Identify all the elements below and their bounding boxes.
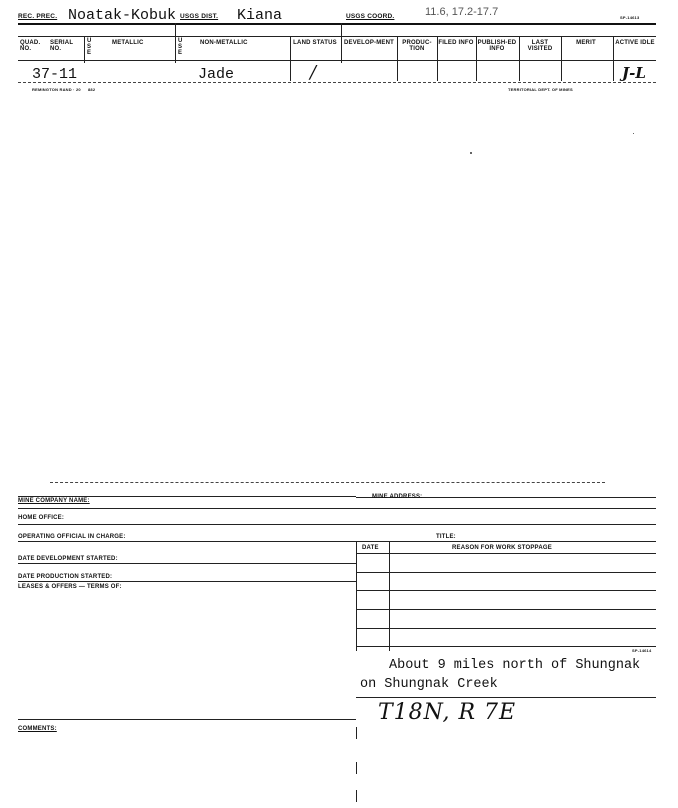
col-serial-no: SERIAL NO. xyxy=(50,40,74,52)
official-rule xyxy=(18,541,656,542)
stoppage-header-rule xyxy=(356,553,656,554)
col-production: PRODUC-TION xyxy=(402,40,432,52)
rec-prec-value: Noatak-Kobuk xyxy=(68,7,177,24)
scan-speck xyxy=(470,152,472,154)
operating-official-label: OPERATING OFFICIAL IN CHARGE: xyxy=(18,534,126,540)
location-line-2: on Shungnak Creek xyxy=(360,677,498,692)
record-active-idle: J-L xyxy=(622,64,646,82)
stoppage-row1 xyxy=(356,572,656,573)
col-quad-no: QUAD. NO. xyxy=(20,40,41,52)
col-active-idle: ACTIVE IDLE xyxy=(615,40,655,46)
divider-v2 xyxy=(341,23,342,63)
form-code-lower: SP-14614 xyxy=(632,648,652,653)
lower-top-dash xyxy=(50,482,605,483)
usgs-dist-value: Kiana xyxy=(237,7,283,24)
record-land-status: / xyxy=(310,62,317,83)
stoppage-row2 xyxy=(356,590,656,591)
printer-code: 882 xyxy=(88,87,96,92)
printer-mark: REMINGTON RAND · 20 xyxy=(32,87,81,92)
location-rule xyxy=(356,697,656,698)
mine-address-label: MINE ADDRESS: xyxy=(372,494,423,500)
col-metallic: METALLIC xyxy=(112,40,144,46)
col-merit: MERIT xyxy=(576,40,596,46)
divider-v3 xyxy=(290,36,291,81)
usgs-dist-label: USGS DIST. xyxy=(180,13,219,20)
development-rule xyxy=(18,563,356,564)
record-row-rule xyxy=(18,82,656,83)
col-published-info: PUBLISH-ED INFO xyxy=(477,40,517,52)
leases-offers-label: LEASES & OFFERS — TERMS OF: xyxy=(18,584,122,590)
col-non-metallic: NON-METALLIC xyxy=(200,40,248,46)
department-name: TERRITORIAL DEPT. OF MINES xyxy=(508,87,573,92)
stoppage-left xyxy=(356,541,357,651)
location-line-1: About 9 miles north of Shungnak xyxy=(389,658,641,673)
header-bottom-rule xyxy=(18,60,656,61)
rec-prec-label: REC. PREC. xyxy=(18,13,58,20)
stoppage-row5 xyxy=(356,646,656,647)
mine-company-name-label: MINE COMPANY NAME: xyxy=(18,498,90,504)
lower-vline-frag-1 xyxy=(356,727,357,739)
lower-top-rule xyxy=(18,496,356,497)
divider-v0 xyxy=(84,36,85,63)
title-label: TITLE: xyxy=(436,534,456,540)
production-rule xyxy=(18,581,356,582)
scan-speck xyxy=(633,133,634,134)
date-development-label: DATE DEVELOPMENT STARTED: xyxy=(18,556,118,562)
usgs-coord-label: USGS COORD. xyxy=(346,13,395,20)
divider-v1 xyxy=(175,23,176,63)
form-code-top: SP-14613 xyxy=(620,15,640,20)
col-last-visited: LAST VISITED xyxy=(527,40,553,52)
stoppage-row3 xyxy=(356,609,656,610)
usgs-coord-value: 11.6, 17.2-17.7 xyxy=(425,6,499,18)
stoppage-date-header: DATE xyxy=(362,545,379,551)
home-office-label: HOME OFFICE: xyxy=(18,515,65,521)
col-land-status: LAND STATUS xyxy=(293,40,337,46)
lower-vline-frag-2 xyxy=(356,762,357,774)
col-use-metallic: U S E xyxy=(87,38,92,56)
stoppage-row4 xyxy=(356,628,656,629)
date-production-label: DATE PRODUCTION STARTED: xyxy=(18,574,113,580)
record-non-metallic: Jade xyxy=(198,66,235,83)
col-development: DEVELOP-MENT xyxy=(343,40,395,46)
mine-name-rule xyxy=(18,508,656,509)
stoppage-reason-header: REASON FOR WORK STOPPAGE xyxy=(452,545,552,551)
comments-label: COMMENTS: xyxy=(18,726,57,732)
col-use-nonmetallic: U S E xyxy=(178,38,183,56)
comments-top-rule xyxy=(18,719,356,720)
col-filed-info: FILED INFO xyxy=(438,40,474,46)
home-office-rule xyxy=(18,524,656,525)
lower-vline-frag-3 xyxy=(356,790,357,802)
township-range-handwritten: T18N, R 7E xyxy=(378,700,517,725)
stoppage-date-divider xyxy=(389,541,390,651)
record-quad-serial: 37-11 xyxy=(32,66,78,83)
